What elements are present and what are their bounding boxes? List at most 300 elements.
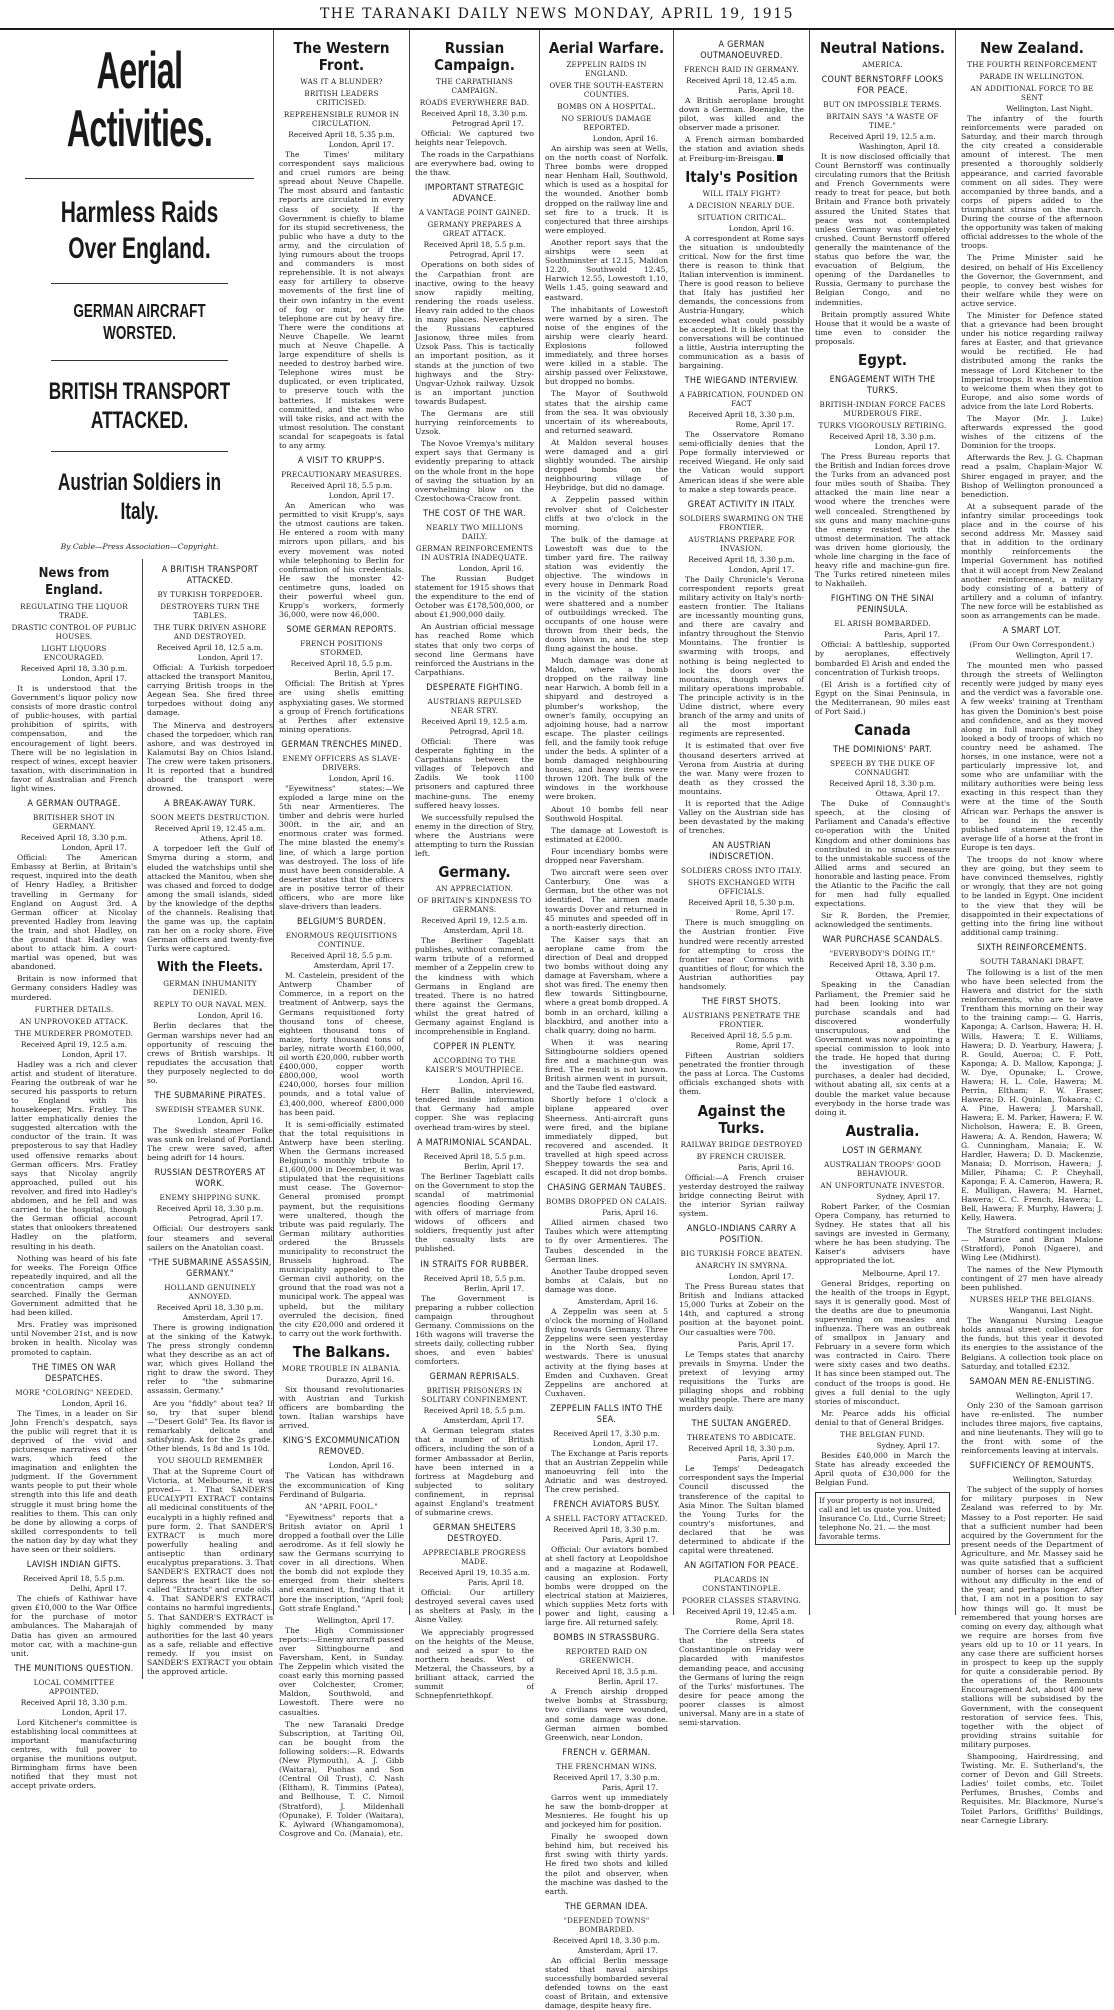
subhead: PARADE IN WELLINGTON. xyxy=(979,72,1085,81)
dateline: Petrograd, April 17. xyxy=(188,1214,263,1224)
dateline: London, April 17. xyxy=(61,843,127,853)
article-text: Official: Our aviators bombed at shell factory at Leopoldshoe and a magazine at Rodawell, causing an explosion. Forty bombs were dropped on the electrical station at Maizieres, which supplies Metz forts with power and light, causing a large fire. All returned safely. xyxy=(545,1545,668,1628)
subhead: ROADS EVERYWHERE BAD. xyxy=(419,98,530,107)
article-heading: THE WIEGAND INTERVIEW. xyxy=(684,376,799,387)
article-heading: THE MUNITIONS QUESTION. xyxy=(14,1663,134,1674)
article-text: The Duke of Connaught's speech, at the closing of Parliament and Canada's effective co-operation with the United Kingdom and other dominions has contributed in no small measure to the unmistakable success of the Allied arms and secured an honorable and lasting peace. From the Atlantic to the Pacific the call for men had fully equalled expectations. xyxy=(815,799,950,909)
received-line: Received April 18, 12.45 a.m. xyxy=(686,76,797,85)
subhead: REPLY TO OUR NAVAL MEN. xyxy=(153,1000,267,1010)
subhead: SOON MEETS DESTRUCTION. xyxy=(150,813,270,823)
subhead: OF BRITAIN'S KINDNESS TO GERMANS. xyxy=(417,896,532,915)
lead-title: Aerial Activities. xyxy=(66,42,213,158)
section-heading: Aerial Warfare. xyxy=(548,39,665,57)
article-heading: GERMAN TRENCHES MINED. xyxy=(281,739,402,750)
subhead: SOUTH TARANAKI DRAFT. xyxy=(980,956,1084,966)
article-text: A Zeppelin was seen at 5 o'clock the morning of Holland flying towards Germany. Three Zeppelins were seen yesterday in the North Sea, flying westwards. There is unusual activity at the flying bases at Emden and Cuxhaven. Great Zeppelins are anchored at Cuxhaven. xyxy=(545,1306,668,1398)
subhead: AUSTRIANS PREPARE FOR INVASION. xyxy=(688,534,795,553)
article-text: Hadley was a rich and clever artist and student of literature. Fearing the outbreak of war he secured his passports to return to England with his housekeeper, Mrs. Fratley. The latter emphatically denies the suggested altercation with the conductor of the train. It was preposterous to say that Hadley used offensive remarks about German officers. Mrs. Fratley says that Nicolay angrily approached, pulled out his revolver, and fired into Hadley's abdomen, and he fell and was carried to the hospital, though the German official account states that onlookers threatened Hadley on the platform, resulting in his death. xyxy=(11,1059,137,1251)
received-line: Received April 18, 3.30 p.m. xyxy=(421,109,528,118)
section-heading: Germany. xyxy=(438,863,511,882)
received-line: Received April 18, 3.30 p.m. xyxy=(553,1525,660,1535)
subhead: AMERICA. xyxy=(862,60,903,69)
article-heading: LAVISH INDIAN GIFTS. xyxy=(26,1560,122,1571)
article-text: The bulk of the damage at Lowestoft was due to the timber yard fire. The railway station was evidently the objective. The windows in every house in Denmark Road in the vicinity of the station were shattered and a number of outbuildings wrecked. The occupants of one house were thrown from their beds, the doors blown in, and the step flung against the house. xyxy=(545,534,668,653)
advertisement: If your property is not insured, call and let us quote you. United Insurance Co. Ltd., Currie Street; telephone No. 21. — the most favorable terms. xyxy=(815,1492,950,1545)
article-heading: IMPORTANT STRATEGIC ADVANCE. xyxy=(424,183,525,205)
lead-deck-4: Austrian Soldiers in Italy. xyxy=(57,469,222,525)
article-heading: A GERMAN OUTMANOEUVRED. xyxy=(700,40,783,61)
received-line: Received April 18, 5.5 p.m. xyxy=(690,1031,793,1041)
dateline: Berlin, April 17. xyxy=(598,1677,658,1687)
subhead: PLACARDS IN CONSTANTINOPLE. xyxy=(702,1575,781,1594)
article-text: It is estimated that over five thousand deserters arrived at Verona from Austria at during the war. Many were frozen to death as they crossed the mountains. xyxy=(679,741,804,796)
received-line: Received April 18, 3.5 p.m. xyxy=(555,1667,658,1677)
article-text: The Novoe Vremya's military expert says that Germany is evidently preparing to attack on the whole front in the hope of saving the situation by an overwhelming blow on the Czestochowa-Cracow front. xyxy=(415,439,534,503)
subhead: ENEMY SHIPPING SUNK. xyxy=(159,1193,261,1203)
article-heading: IN STRAITS FOR RUBBER. xyxy=(420,1259,529,1270)
dateline: Paris, April 17. xyxy=(738,1454,794,1464)
dateline: London, April 17. xyxy=(61,1049,127,1059)
article-text: (El Arish is a fortified city of Egypt on the Sinai Peninsula, in the Mediterranean, 90 miles east of Port Said.) xyxy=(815,679,950,717)
dateline: Berlin, April 17. xyxy=(464,1161,524,1171)
article-heading: FRENCH v. GERMAN. xyxy=(562,1747,651,1758)
received-line: Received April 18, 3.30 p.m. xyxy=(553,1935,660,1945)
lead-deck-3: BRITISH TRANSPORT ATTACKED. xyxy=(48,378,231,434)
article-text: Garros went up immediately he saw the bomb-dropper at Mesnieres. He fought his up and jockeyed him for position. xyxy=(545,1792,668,1830)
received-line: Received April 18, 3.30 p.m. xyxy=(688,1444,795,1454)
received-line: Received April 19, 12.45 a.m. xyxy=(686,1607,797,1617)
subhead: AN UNPROVOKED ATTACK. xyxy=(19,1016,129,1026)
subhead: DRASTIC CONTROL OF PUBLIC HOUSES. xyxy=(11,623,137,641)
article-heading: THE FIRST SHOTS. xyxy=(701,997,782,1008)
dateline: Sydney, April 17. xyxy=(876,1441,940,1450)
article-heading: BELGIUM'S BURDEN. xyxy=(297,917,386,928)
article-text: The Stratford contingent includes:— Maurice and Brian Malone (Stratford), Ponoh (Ngaere), and Wing Lee (Midhirst). xyxy=(961,1225,1103,1262)
subhead: GERMAN REINFORCEMENTS IN AUSTRIA INADEQUATE. xyxy=(415,543,534,562)
article-text: Official: The British at Ypres are using shells emitting asphyxiating gases. We stormed a group of French fortifications at Perthes after extensive mining operations. xyxy=(279,679,404,734)
article-text: "Eyewitness" reports that a British aviator on April 1 dropped a football over the Lille aerodrome. As it fell slowly he saw the Germans scurrying to cover in all directions. When the bomb did not explode they emerged from their shelters and examined it, finding that it bore the inscription, "April fool; Gott strafe England." xyxy=(279,1512,404,1613)
dateline: London, April 17. xyxy=(61,674,127,683)
subhead: SOLDIERS SWARMING ON THE FRONTIER. xyxy=(679,513,804,532)
subhead: MORE TROUBLE IN ALBANIA. xyxy=(281,1363,402,1373)
subhead: A VANTAGE POINT GAINED. xyxy=(418,208,531,218)
article-text: "Eyewitness" states:—We exploded a large mine on the 5th near Armentieres. The timber and debris were hurled 300ft. in the air, and an enormous crater was formed. The mine blasted the enemy's line, of which a large portion was destroyed. The loss of life must have been considerable. A deserter states that the officers are in positive terror of their officers, who are more like slave-drivers than leaders. xyxy=(279,783,404,912)
column-aerial-warfare xyxy=(540,30,674,2010)
article-heading: AN AUSTRIAN INDISCRETION. xyxy=(709,841,774,863)
subhead: APPRECIABLE PROGRESS MADE. xyxy=(423,1548,526,1567)
dateline: Paris, April 18. xyxy=(738,86,794,95)
subhead: LIGHT LIQUORS ENCOURAGED. xyxy=(41,644,107,662)
article-heading: SAMOAN MEN RE-ENLISTING. xyxy=(969,1376,1095,1387)
dateline: Paris, April 16. xyxy=(602,1208,658,1218)
article-heading: GREAT ACTIVITY IN ITALY. xyxy=(687,499,796,510)
article-text: It is semi-officially estimated that the total requisitions in Antwerp have been sterling. When the Germans increased Belgium's monthly tribute to £1,600,000 in December, it was stipulated that the requisitions must cease. The Governor-General promised prompt payment, but the requisitions were unaltered, though the tribute was paid regularly. The German military authorities ordered the Brussels municipality to reconstruct the Brussels highroad. The municipality appealed to the German civil authority, on the ground that the road was not a municipal work. The appeal was upheld, but the military overruled the decision, fined the city £20,000 and ordered it to carry out the work forthwith. xyxy=(279,1119,404,1338)
subhead: ANARCHY IN SMYRNA. xyxy=(695,1261,788,1271)
dateline: Ottawa, April 17. xyxy=(875,970,940,980)
subhead: ENEMY OFFICERS AS SLAVE-DRIVERS. xyxy=(282,753,401,772)
section-heading: News from England. xyxy=(38,566,110,598)
subhead: THE FOURTH REINFORCEMENT xyxy=(967,60,1097,69)
subhead: BOMBS ON A HOSPITAL. xyxy=(557,102,656,111)
article-text: The roads in the Carpathians are everywhere bad, owing to the thaw. xyxy=(415,150,534,178)
advertisement-heading: YOU SHOULD REMEMBER xyxy=(157,1456,263,1466)
dateline: London, April 16. xyxy=(458,563,524,573)
dateline: Berlin, April 17. xyxy=(334,669,394,679)
dateline: Paris, April 18. xyxy=(468,1578,524,1588)
article-text: The Russian Budget statement for 1915 shows that the expenditure to the end of October was £178,500,000, or about £1,900,000 daily. xyxy=(415,573,534,620)
article-heading: ANGLO-INDIANS CARRY A POSITION. xyxy=(686,1224,797,1246)
article-text: Le Temps states that anarchy prevails in Smyrna. Under the pretext of levying army requisitions the Turks are pillaging shops and robbing wealthy people. There are many murders daily. xyxy=(679,1349,804,1414)
article-text: The chiefs of Kathiwar have given £10,000 to the War Office for the purchase of motor ambulances. The Maharajah of Datia has given an armoured motor car, with a machine-gun unit. xyxy=(11,1594,137,1658)
received-line: Received April 19, 12.5 a.m. xyxy=(421,916,528,926)
received-line: Received April 18, 3.30 p.m. xyxy=(829,431,936,441)
article-heading: LOST IN GERMANY. xyxy=(842,1145,923,1156)
article-heading: A MATRIMONIAL SCANDAL. xyxy=(417,1137,532,1148)
article-text: The Swedish steamer Folke was sunk on Ireland of Portland. The crew were saved, after being adrift for 14 hours. xyxy=(147,1126,273,1163)
received-line: Received April 18, 3.30 p.m. xyxy=(20,833,128,843)
subhead: SHOTS EXCHANGED WITH OFFICIALS. xyxy=(688,878,795,897)
article-text: The mounted men who passed through the streets of Wellington recently were judged by many eyes and the verdict was a favorable one. A few weeks' training at Trentham has given the Dominion's best poise and confidence, and as they moved along in full marching kit they looked a body of troops of which no country need be ashamed. The horses, in one instance, were not a particularly impressive lot, and some who are unfamiliar with the military authorities were being less exacting in this respect than they were at the time of the South African war. Perhaps the answer is to be found in the recently published statement that the average life of a horse at the front in Europe is ten days. xyxy=(961,661,1103,852)
subhead: AN ADDITIONAL FORCE TO BE SENT xyxy=(970,84,1094,102)
article-heading: SIXTH REINFORCEMENTS. xyxy=(977,942,1087,953)
article-text: Afterwards the Rev. J. G. Chapman read a psalm, Chaplain-Major W. Shirer engaged in prayer, and the Bishop of Wellington pronounced a benediction. xyxy=(961,453,1103,499)
divider xyxy=(51,283,228,284)
article-text: Official: Our artillery destroyed several caves used as shelters at Pasly, in the Aisne Valley. xyxy=(415,1588,534,1625)
article-heading: A BRITISH TRANSPORT ATTACKED. xyxy=(161,565,259,586)
received-line: Received April 18, 5.5 p.m. xyxy=(423,1406,526,1416)
section-heading: Russian Campaign. xyxy=(434,39,515,74)
divider xyxy=(51,451,228,452)
column-russian-campaign xyxy=(410,30,540,1701)
dateline: Amsterdam, April 17. xyxy=(313,961,394,971)
dateline: Athens, April 18. xyxy=(200,834,263,844)
dateline: Paris, April 17. xyxy=(602,1535,658,1545)
article-heading: THE COST OF THE WAR. xyxy=(423,508,526,519)
received-line: Received April 18, 5.5 p.m. xyxy=(290,951,393,961)
article-text: The Times, in a leader on Sir John French's despatch, says the public will regret that it is deprived of the vivid and picturesque narratives of other wars, which feed the imagination and enlighten the judgment. If the Government wants people to put their whole strength into this life and death struggle it must bring home the realities to them. This can only be done by allowing a corps of skilled correspondents to tell the nation day by day what they have seen or their soldiers. xyxy=(11,1408,137,1555)
article-text: Britain is now informed that Germany considers Hadley was murdered. xyxy=(11,974,137,1002)
dateline: Washington, April 18. xyxy=(858,142,940,151)
article-text: The Mayor (Mr. J. Luke) afterwards expressed the good wishes of the citizens of the Dominion for the troops. xyxy=(961,414,1103,451)
subhead: ACCORDING TO THE KAISER'S MOUTHPIECE. xyxy=(425,1056,524,1075)
article-heading: A SMART LOT. xyxy=(1002,626,1062,637)
article-text: The High Commissioner reports:—Enemy aircraft passed over Sittingbourne and Faversham, Kent, in Sunday. The Zeppelin which visited the coast early this morning passed over Colchester, Cromer, Maldon, Southwold, and Lowestoft. There were no casualties. xyxy=(279,1625,404,1717)
article-text: Nothing was heard of his fate for weeks. The Foreign Office repeatedly inquired, and all the concentration camps were searched. Finally the German Government admitted that he had been killed. xyxy=(11,1253,137,1318)
article-text: It is understood that the Government's liquor policy now consists of more drastic control of public-houses, with partial prohibition of spirits, with compensation, and the encouragement of light beers. There will be no legislation in respect of wines, except heavier taxation, with discrimination in favor of Australian and French light wines. xyxy=(11,684,137,794)
article-text: At Maldon several houses were damaged and a girl slightly wounded. The airship dropped bombs on the neighbouring village of Heybridge, but did no damage. xyxy=(545,437,668,493)
section-heading: Egypt. xyxy=(858,350,907,369)
dateline: Wellington, Saturday. xyxy=(1012,1475,1093,1485)
print-mark-icon xyxy=(777,155,783,161)
dateline: Petrograd April 17. xyxy=(451,119,524,128)
subhead: THREATENS TO ABDICATE. xyxy=(686,1433,797,1443)
article-text: Britain promptly assured White House that it would be a waste of time even to consider the proposals. xyxy=(815,309,950,346)
article-text: A British aeroplane brought down a German. Boenigke, the pilot, was killed and the observer made a prisoner. xyxy=(679,96,804,133)
dateline: Amsterdam, April 17. xyxy=(443,1416,524,1426)
received-line: Received April 18, 3.30 p.m. xyxy=(20,1697,128,1707)
subhead: BIG TURKISH FORCE BEATEN. xyxy=(680,1249,803,1259)
article-text: Allied airmen chased two Taubes which were attempting to fly over Armentieres. The Taubes descended in the German lines. xyxy=(545,1218,668,1264)
received-line: Received April 19, 12.5 a.m. xyxy=(20,1039,128,1049)
article-heading: "THE SUBMARINE ASSASSIN, GERMANY." xyxy=(148,1257,272,1279)
dateline: Rome, April 17. xyxy=(735,1041,794,1051)
subhead: FRENCH RAID IN GERMANY. xyxy=(684,65,799,74)
article-text: The troops do not know where they are going, but they seem to have convinced themselves, rightly or wrongly, that they are not going to be landed in Egypt. One incident to the view that they will be disappointed in their expectations of getting into the firing line without additional camp training. xyxy=(961,855,1103,937)
subhead: FURTHER DETAILS. xyxy=(34,1004,114,1014)
article-text: The Times' military correspondent says malicious and cruel rumors are being spread about Neuve Chapelle. The most absurd and fantastic reports are circulated in every class of society. If the Government is chiefly to blame for its stupid secretiveness, the public who have a duty to the army, and the circulation of lying rumours about the troops and commanders is most reprehensible. It is not always easy for artillery to observe movements of the first line of their own infantry in the event of fog or mist, or if the telephone are cut by heavy fire. There were the conditions at Neuve Chapelle. We learnt much at Neuve Chapelle. A large expenditure of shells is needed to destroy barbed wire. Telephone wires must be duplicated, or even triplicated, to preserve touch with the batteries. If mistakes were committed, and the men who will take risks, and act with the utmost resolution. The constant scandal for scapegoats is fatal to any army. xyxy=(279,150,404,450)
subhead: AUSTRIANS PENETRATE THE FRONTIER. xyxy=(682,1011,801,1030)
article-heading: SOME GERMAN REPORTS. xyxy=(286,625,397,636)
divider xyxy=(51,360,228,361)
dateline: London, April 16. xyxy=(328,773,394,783)
received-line: Received April 18, 5.5 p.m. xyxy=(290,659,393,669)
section-heading: With the Fleets. xyxy=(157,960,263,976)
subhead: REGULATING THE LIQUOR TRADE. xyxy=(20,602,128,620)
article-text: Mr. Pearce adds his official denial to that of General Bridges. xyxy=(815,1408,950,1427)
dateline: Paris, April 17. xyxy=(738,1339,794,1349)
dateline: London, April 17. xyxy=(728,1272,794,1282)
article-text: The Mayor of Southwold states that the airship came from the sea. It was obviously uncertain of its whereabouts, and returned seaward. xyxy=(545,389,668,435)
subhead: ZEPPELIN RAIDS IN ENGLAND. xyxy=(566,60,647,78)
subhead: A SHELL FACTORY ATTACKED. xyxy=(545,1514,668,1524)
article-heading: A GERMAN OUTRAGE. xyxy=(27,799,121,810)
dateline: Ottawa, April 17. xyxy=(875,789,940,799)
subhead: BY TURKISH TORPEDOER. xyxy=(157,590,263,599)
article-text: A French airman bombarded the station and aviation sheds at Freiburg-im-Breisgau. xyxy=(679,135,804,163)
article-text: Official: Our destroyers sank four steamers and several sailers on the Anatolian coast. xyxy=(147,1224,273,1252)
dateline: Rome, April 17. xyxy=(735,908,794,918)
subhead: RAILWAY BRIDGE DESTROYED xyxy=(680,1139,803,1149)
received-line: Received April 19, 12.5 a.m. xyxy=(829,132,936,141)
received-line: Received April 18, 5.30 p.m. xyxy=(688,898,795,908)
received-line: Received April 18, 3.30 p.m. xyxy=(688,410,795,420)
dateline: Wanganui, Last Night. xyxy=(1009,1306,1093,1316)
subhead: BRITISH LEADERS CRITICISED. xyxy=(304,89,379,107)
article-heading: AN AGITATION FOR PEACE. xyxy=(684,1561,799,1572)
subhead: SWEDISH STEAMER SUNK. xyxy=(155,1105,265,1115)
article-text: The Prime Minister said he desired, on behalf of His Excellency the Governor, the Government, and people, to convey best wishes for their welfare while they were on active service. xyxy=(961,253,1103,308)
section-heading: Against the Turks. xyxy=(697,1101,786,1137)
article-heading: A BREAK-AWAY TURK. xyxy=(164,799,256,810)
article-text: Official:—A French cruiser yesterday destroyed the railway bridge connecting Beirut with the interior Syrian railway system. xyxy=(679,1172,804,1218)
article-heading: COPPER IN PLENTY. xyxy=(433,1042,516,1053)
article-heading: THE DOMINIONS' PART. xyxy=(833,745,932,756)
dateline: London, April 16. xyxy=(458,1076,524,1086)
subhead: NURSES HELP THE BELGIANS. xyxy=(969,1295,1095,1305)
section-heading: The Balkans. xyxy=(292,1342,391,1361)
article-text: The Press Bureau reports that the British and Indian forces drove the Turks from an advanced post four miles south of Shaiba. They attacked the main line near a wood where the trenches were well concealed. Strengthened by six guns and many machine-guns the enemy resisted with the utmost determination. The attack was driven home gloriously, the whole line charging in the face of heavy rifle and machine-gun fire. The Turks retired nineteen miles to Nakhaileh. xyxy=(815,451,950,589)
received-line: Received April 18, 12.5 a.m. xyxy=(156,643,264,652)
article-text: The following is a list of the men who have been selected from the Hawera and district for the sixth reinforcements, who are to leave Trentham this morning on their way to the training camp:— G. Harris, Kaponga; A. Carlson, Hawera; H. H. Wills, Hawera; T. E. Williams, Hawera; D. D. Yearbury, Hawera; J. R. Gould, Aueroa; C. F. Pott, Kaponga; A. D. Mallow, Kaponga; J. W. Dye, Opunake; L. Crowe, Hawera; H. L. Cole, Hawera; M. Perrin, Eltham; F. W. Fraser, Hawera; D. H. Quinlan, Tokaora; C. A. Pine, Hawera; J. Marshall, Hawera; E. M. Parker, Hawera; F. W. Nicholson, Hawera; E. B. Green, Hawera; A. A. Rendon, Hawera; W. G. Cunningham, Manaia; E. W. Hardler, Hawera; D. D. Mackenzie, Manaia; D. Morrison, Hawera; J. Miller, Pihama; C. P. Cheyhall, Kaponga; F. A. Cameron, Hawera; R. E. Mulligan, Hawera; M. Harnet, Hawera; C. C. French, Hawera; L. Bell, Hawera; F. Murphy, Hawera; J. Kelly, Hawera. xyxy=(961,967,1103,1223)
article-text: The Kaiser says that an aeroplane came from the direction of Deal and dropped two bombs without doing any damage at Faversham, where a shot was fired. The enemy then flew towards Sittingbourne, where a great bomb dropped. A bomb in an orchard, killing a blackbird, and another into a chalk quarry, doing no harm. xyxy=(545,934,668,1035)
article-text: A French airship dropped twelve bombs at Strassburg; two civilians were wounded, and some damage was done. German airmen bombed Greenwich, near London. xyxy=(545,1687,668,1742)
subhead: AN APPRECIATION. xyxy=(435,884,514,894)
article-text: M. Castelein, president of the Antwerp Chamber of Commerce, in a report on the treatment of Antwerp, says the Germans requisitioned forty thousand tons of cheese, eighteen thousand tons of maize, forty thousand tons of barley, nitrate worth £160,000, oil worth £20,000, rubber worth £400,000, copper worth £800,000, wool worth £240,000, horses four million pounds, and a total value of £3,400,000, whereof £800,000 has been paid. xyxy=(279,971,404,1117)
lead-deck-1: Harmless Raids Over England. xyxy=(60,196,219,265)
dateline: London, April 17. xyxy=(61,1707,127,1717)
article-text: The Germans are still hurrying reinforcements to Uzsok. xyxy=(415,408,534,437)
article-text: We successfully repulsed the enemy in the direction of Stry, where the Austrians were attempting to turn the Russian left. xyxy=(415,812,534,859)
received-line: Received April 18, 5.5 p.m. xyxy=(423,1151,526,1161)
dateline: Amsterdam, April 17. xyxy=(577,1945,658,1955)
subhead: GERMANY PREPARES A GREAT ATTACK. xyxy=(427,220,522,239)
subhead: NO SERIOUS DAMAGE REPORTED. xyxy=(561,114,652,132)
dateline: Wellington, April 17. xyxy=(1015,1390,1093,1400)
article-text: Official: A Turkish torpedoer attacked the transport Manitou, carrying British troops in the Aegean Sea. She fired three torpedoes without doing any damage. xyxy=(147,663,273,718)
dateline: Rome, April 17. xyxy=(735,420,794,430)
article-text: Sir R. Borden, the Premier, acknowledged the sentiments. xyxy=(815,911,950,930)
article-text: The infantry of the fourth reinforcements were paraded on Saturday, and their march through the city created a considerable amount of interest. The men presented a thoroughly soldierly appearance, and carried favorable comment on all sides. They were accompanied by three bands, and a corps of pipers added to the triumphant strains on the march. During the course of the afternoon the opportunity was taken of making official addresses to the whole of the troops. xyxy=(961,114,1103,251)
article-text: About 10 bombs fell near Southwold Hospital. xyxy=(545,804,668,823)
received-line: Received April 18, 3.30 p.m. xyxy=(829,960,936,970)
dateline: London, April 17. xyxy=(728,564,794,574)
subhead: A DECISION NEARLY DUE. xyxy=(688,200,795,210)
dateline: London, April 16. xyxy=(592,134,658,143)
article-heading: ZEPPELIN FALLS INTO THE SEA. xyxy=(550,1403,663,1425)
article-text: The Minerva and destroyers chased the torpedoer, which ran ashore, and was destroyed in Kalamutsi Bay on Chios Island. The crew were taken prisoners. It is reported that a hundred aboard the transport were drowned. xyxy=(147,720,273,794)
section-heading: Italy's Position xyxy=(685,167,798,186)
article-text: The Exchange at Paris reports that an Austrian Zeppelin while manoeuvring fell into the Adriatic and was destroyed. The crew perished. xyxy=(545,1448,668,1495)
article-text: When it was nearing Sittingbourne soldiers opened fire and a machine-gun was fired. The result is not known. British airmen went in pursuit, and the Taube fled eastward. xyxy=(545,1037,668,1093)
column-neutral-nations xyxy=(810,30,956,1615)
article-heading: DESPERATE FIGHTING. xyxy=(426,682,523,693)
article-text: Finally he swooped down behind him, but received his first swing with thirty yards. He fired two shots and killed the pilot and observer, when the machine was dashed to the earth. xyxy=(545,1832,668,1896)
article-text: A German telegram states that a number of British officers, including the son of a former Ambassador at Berlin, have been interned in a fortress at Magdeburg and subjected to solitary confinement, in reprisal against England's treatment of submarine crews. xyxy=(415,1426,534,1518)
subhead: AN UNFORTUNATE INVESTOR. xyxy=(820,1180,945,1190)
subhead: BRITISH-INDIAN FORCE FACES MURDEROUS FIRE. xyxy=(819,399,946,418)
subhead: REPREHENSIBLE RUMOR IN CIRCULATION. xyxy=(283,110,400,128)
article-text: The Berliner Tageblatt calls on the Government to stop the scandal of matrimonial agencies flooding Germany with offers of marriage from widows of officers and soldiers, frequently just after the casualty lists are published. xyxy=(415,1171,534,1254)
dateline: London, April 17. xyxy=(197,653,263,662)
article-text: Berlin declares that the German warships never had an opportunity of rescuing the crews of British warships. It repudiates the accusation that they purposely neglected to do so. xyxy=(147,1021,273,1085)
article-text: Robert Parker, of the Cosmian Opera Company, has returned to Sydney. He states that all his savings are invested in Germany, where he has been studying. The Kaiser's advisers have appropriated the lot. xyxy=(815,1201,950,1266)
received-line: Received April 19, 12.5 a.m. xyxy=(421,716,528,726)
article-text: There is much smuggling on the Austrian frontier. Five hundred were recently arrested for attempting to cross the frontier near Cormons with quantities of flour, for which the Austrian authorities pay handsomely. xyxy=(679,918,804,991)
article-text: Operations on both sides of the Carpathian front are inactive, owing to the heavy snow rapidly melting, rendering the roads useless. Heavy rain added to the chaos in many places. Nevertheless the Russians captured Jasionow, three miles from Uzsok Pass. This is tactically an important position, as it stands at the junction of two highways and the Stry-Ungvar-Uzhok railway. Uzsok is an important junction towards Budapest. xyxy=(415,260,534,406)
subhead: AN "APRIL FOOL." xyxy=(305,1501,378,1511)
article-text: The names of the New Plymouth contingent of 27 men have already been published. xyxy=(961,1264,1103,1293)
advertisement: Shampooing, Hairdressing, and Twisting. Mr. E. Sutherland's, the corner of Devon and Gill Streets. Ladies' toilet combs, etc. Toilet Perfumes, Brushes, Combs and Requisites. Mr. Blackmore, Nurse's Toilet Parlors, Griffiths' Buildings, near Carnegie Library. xyxy=(961,1752,1103,1825)
article-text: Six thousand revolutionaries with Austrian and Turkish officers are bombarding the town. Italian warships have arrived. xyxy=(279,1384,404,1431)
dateline: Paris, April 17. xyxy=(602,1782,658,1792)
article-text: It is reported that the Adige Valley on the Austrian side has been devastated by the making of trenches. xyxy=(679,798,804,836)
advertisement: Are you "fiddly" about tea? If so, try that super blend—"Desert Gold" Tea. Its flavor is remarkably delicate and satisfying. Ask for the 2s grade. Other blends, 1s 8d and 1s 10d. xyxy=(147,1398,273,1453)
article-text: Another Taube dropped seven bombs at Calais, but no damage was done. xyxy=(545,1266,668,1294)
page-columns xyxy=(6,30,1108,2010)
article-text: It is now disclosed officially that Count Bernstorff was continually circulating rumors that the British and French Governments were ready to treat for peace, but both Britain and France both privately assured the United States that peace was not contemplated unless Germany was completely crushed. Count Bernstorff offered generally the maintenance of the status quo before the war, the evacuation of Belgium, the opening of the Dardanelles to Russia, Germany to purchase the Belgian Congo, and no indemnities. xyxy=(815,152,950,307)
dateline: Amsterdam, April 18. xyxy=(443,926,524,936)
article-heading: CHASING GERMAN TAUBES. xyxy=(547,1183,666,1194)
divider xyxy=(25,178,254,179)
article-text: The subject of the supply of horses for military purposes in New Zealand was referred to by Mr. Massey to a Post reporter. He said that a sufficient number had been acquired by the Government for the present needs of the Department of Agriculture, and Mr. Massey said he was quite satisfied that a sufficient number of horses can be acquired without any difficulty in the end of the year, and perhaps longer. After that, I am not in a position to say how things will go. It must be remembered that young horses are coming on every day, although what we require are horses from five years old up to 10 or 11 years. In any case there are sufficient horses in prospect to keep up the supply for quite a considerable period. By the operations of the Remounts Encouragement Act, about 400 new stallions will be subsidised by the Government, with the consequent restoration of service fees. This, together with the object of providing strains suitable for military purposes. xyxy=(961,1485,1103,1749)
article-text: Official: A battleship, supported by aeroplanes, effectively bombarded El Arish and ended the concentration of Turkish troops. xyxy=(815,640,950,677)
subhead: THE CARPATHIANS CAMPAIGN. xyxy=(436,77,513,95)
subhead: LOCAL COMMITTEE APPOINTED. xyxy=(33,1677,115,1696)
article-text: The Osservatore Romano semi-officially denies that the Pope formally interviewed or received Wiegand. He only said the Vatican would support American ideas if she were able to make a step towards peace. xyxy=(679,430,804,494)
subhead: THE FRENCHMAN WINS. xyxy=(556,1761,657,1771)
article-heading: FRENCH AVIATORS BUSY. xyxy=(553,1500,660,1511)
subhead: PRECAUTIONARY MEASURES. xyxy=(281,470,402,480)
article-heading: FIGHTING ON THE SINAI PENINSULA. xyxy=(830,594,935,616)
subhead: AUSTRALIAN TROOPS' GOOD BEHAVIOUR. xyxy=(824,1159,941,1178)
article-text: The Vatican has withdrawn the excommunication of King Ferdinand of Bulgaria. xyxy=(279,1471,404,1499)
subhead: BOMBS DROPPED ON CALAIS. xyxy=(546,1197,667,1207)
subhead: POORER CLASSES STARVING. xyxy=(681,1596,802,1606)
received-line: Received April 18, 3.30 p.m. xyxy=(156,1204,264,1214)
dateline: London, April 17. xyxy=(328,491,394,501)
advertisement: The new Taranaki Dredge Subscription, at Tariting Oil, can be bought from the following solders:—R. Edwards (New Plymouth), A. J. Gibb (Waitara), Puohas and Son (Central Oil Trust), C. Nash (Eltham), R. Timmins (Patea), and Bellhouse, T. C. Nimoil (Stratford), J. Mildenhall (Opunake), F. Tolder (Waitara), K. Aylward (Whangamomona), Cosgrove and Co. (Manaia), etc. xyxy=(279,1719,404,1838)
article-text: The Government is preparing a rubber collection campaign throughout Germany. Commissions on the 16th wagons will traverse the streets daily, collecting rubber shoes, and even babies' comforters. xyxy=(415,1293,534,1367)
received-line: Received April 18, 5.5 p.m. xyxy=(23,1574,125,1584)
section-heading: The Western Front. xyxy=(293,39,390,74)
article-heading: RUSSIAN DESTROYERS AT WORK. xyxy=(154,1168,266,1190)
dateline: Sydney, April 17. xyxy=(876,1191,940,1201)
received-line: Received April 17, 3.30 p.m. xyxy=(553,1772,660,1782)
article-text: Fifteen Austrian soldiers penetrated the frontier through the pass at Lorca. The Customs officials exchanged shots with them. xyxy=(679,1051,804,1097)
article-text: Official: We captured two heights near Telepovch. xyxy=(415,129,534,148)
received-line: Received April 18, 3.30 p.m. xyxy=(829,779,936,789)
subhead: WAS IT A BLUNDER? xyxy=(300,77,383,86)
article-text: Shortly before 1 o'clock a biplane appeared over Sheerness. Anti-aircraft guns were fired, and the biplane immediately dipped, but recovered and ascended. It travelled at high speed across Sheppey towards the sea and escaped. It did not drop bombs. xyxy=(545,1095,668,1178)
received-line: Received April 18, 5.5 p.m. xyxy=(423,1273,526,1283)
article-heading: SUFFICIENCY OF REMOUNTS. xyxy=(969,1461,1095,1472)
article-text: The Minister for Defence stated that a grievance had been brought under his notice regarding railway fares at Easter, and that grievance would be rectified. He had distributed among the ranks the message of Lord Kitchener to the Imperial troops. It was his intention to welcome them when they got to Europe, and also some words of advice from the late Lord Roberts. xyxy=(961,310,1103,411)
article-text: Only 230 of the Samoan garrison have re-enlisted. The number includes three majors, five captains, and nine lieutenants. They will go to the front with some of the reinforcements leaving at intervals. xyxy=(961,1400,1103,1456)
dateline: London, April 17. xyxy=(328,140,394,149)
subhead: DESTROYERS TURN THE TABLES. xyxy=(160,602,260,620)
dateline: Wellington, April 17. xyxy=(316,1615,394,1625)
article-text: Besides £40,000 in March the State has already exceeded the April quota of £30,000 for the Belgian Fund. xyxy=(815,1451,950,1488)
dateline: Amsterdam, April 17. xyxy=(182,1312,263,1322)
subhead: THE MURDERER PROMOTED. xyxy=(14,1028,134,1038)
subhead: THE BELGIAN FUND. xyxy=(840,1430,925,1439)
subhead: TURKS VIGOROUSLY RETIRING. xyxy=(818,420,947,430)
article-text: Herr Ballin, interviewed, tendered inside information that Germany had ample copper. She was replacing overhead tram-wires by steel. xyxy=(415,1086,534,1132)
article-text: The Corriere della Sera states that the streets of Constantinople on Friday were placarded with manifestos demanding peace, and accusing the Germans of luring the reign of the Turks' misfortunes. The desire for peace among the poorer classes is almost universal. Many are in a state of semi-starvation. xyxy=(679,1627,804,1728)
received-line: Received April 18, 5.35 p.m. xyxy=(288,130,395,139)
dateline: London, April 17. xyxy=(592,1438,658,1448)
press-credit: By Cable—Press Association—Copyright. xyxy=(60,542,219,551)
received-line: Received April 19, 10.35 a.m. xyxy=(419,1568,530,1578)
advertisement: That at the Supreme Court of Victoria, at Melbourne, it was proved— 1. That SANDER'S EUCALYPTI EXTRACT contains all medicinal constituents of the eucalypti in a highly refined and pure form. 2. That SANDER'S EXTRACT is much more powerfully healing and antiseptic than ordinary eucalyptus preparations. 3. That SANDER'S EXTRACT does not depress the heart like the so-called "Extracts" and crude oils. 4. That SANDER'S EXTRACT contains no harmful ingredients. 5. That SANDER'S EXTRACT is highly commended by many authorities for the last 40 years as a safe, reliable and effective remedy. If you insist on SANDER'S EXTRACT you obtain the approved article. xyxy=(147,1467,273,1677)
dateline: Petrograd, April 17. xyxy=(449,250,524,260)
subhead: EL ARISH BOMBARDED. xyxy=(834,619,931,629)
article-text: The Berliner Tageblatt publishes, without comment, a warm tribute of a reformed member of a Zeppelin crew to the kindness with which Germans in England are treated. There is no hatred there against the Germans, whilst the great hatred of Germany against England is incomprehensible in England. xyxy=(415,936,534,1037)
column-new-zealand xyxy=(956,30,1108,1825)
dateline: London, April 16. xyxy=(61,1398,127,1408)
subhead: BRITISH PRISONERS IN SOLITARY CONFINEMENT. xyxy=(421,1386,528,1405)
subhead: SITUATION CRITICAL. xyxy=(697,212,786,222)
subhead: MORE "COLORING" NEEDED. xyxy=(15,1387,133,1397)
subhead: OVER THE SOUTH-EASTERN COUNTIES. xyxy=(549,81,664,99)
article-heading: BOMBS IN STRASSBURG. xyxy=(553,1633,660,1644)
article-heading: GERMAN REPRISALS. xyxy=(429,1372,520,1383)
received-line: Received April 18, 5.5 p.m. xyxy=(423,240,526,250)
article-text: The Daily Chronicle's Verona correspondent reports great military activity on Italy's north-eastern frontier. The Italians are incessantly mounting guns, and there are cavalry and infantry throughout the Stenvio Mountains. The frontier is swarming with troops, and nothing is being neglected to lock the doors over the mountains, though news of military operations improbable. The principle activity is in the Udine district, where every branch of the army and units of all the most important regiments are represented. xyxy=(679,574,804,739)
dateline: London, April 16. xyxy=(728,223,794,233)
subhead: BRITISHER SHOT IN GERMANY. xyxy=(33,813,115,832)
article-text: Mrs. Fratley was imprisoned until November 21st, and is now broken in health. Nicolay was promoted to captain. xyxy=(11,1320,137,1357)
lead-subcolumn-right xyxy=(142,559,273,1679)
subhead: (From Our Own Correspondent.) xyxy=(969,640,1095,650)
section-heading: Australia. xyxy=(845,1121,920,1140)
dateline: London, April 16. xyxy=(197,1011,263,1021)
subhead: A FABRICATION, FOUNDED ON FACT xyxy=(679,390,804,409)
dateline: Amsterdam, April 16. xyxy=(577,1296,658,1306)
subhead: AUSTRIANS REPULSED NEAR STRY. xyxy=(427,696,522,715)
dateline: Wellington, Last Night. xyxy=(1006,104,1093,113)
lead-subcolumn-left xyxy=(11,559,137,1794)
